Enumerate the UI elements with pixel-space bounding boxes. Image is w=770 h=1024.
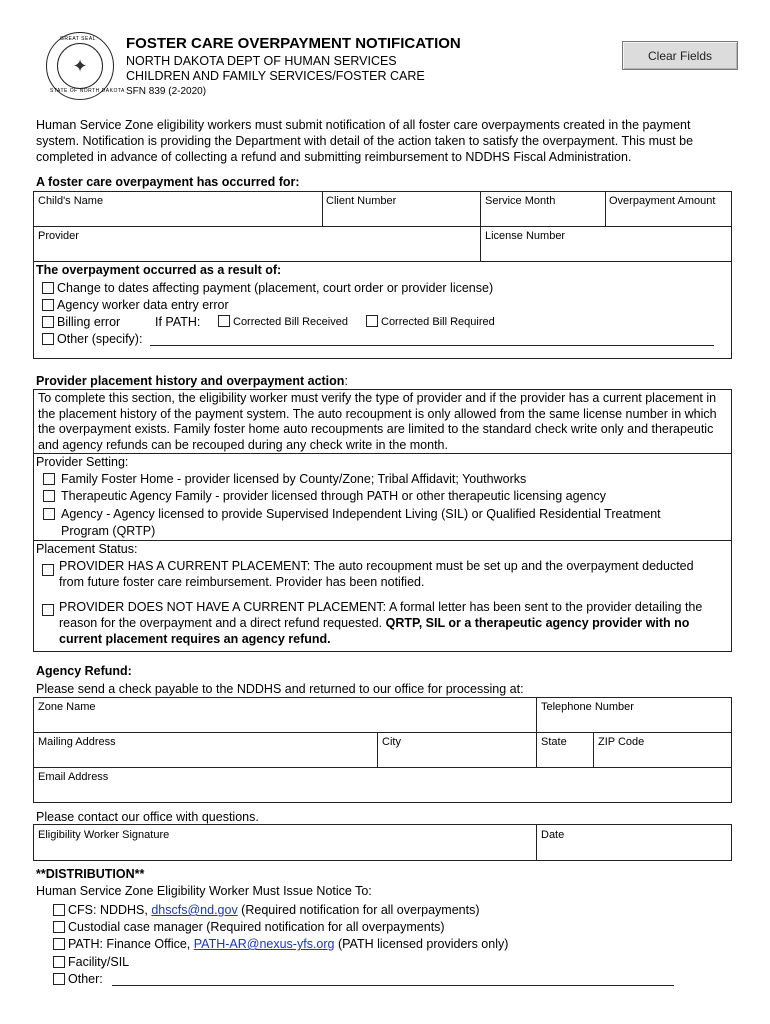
divider xyxy=(33,453,732,454)
agency-refund-requirement: QRTP, SIL or a therapeutic agency provider with no xyxy=(385,616,690,630)
reason-data-entry-label: Agency worker data entry error xyxy=(57,298,229,312)
divider xyxy=(33,767,732,768)
dist-other-checkbox[interactable] xyxy=(53,973,65,985)
reason-other-row xyxy=(42,331,142,348)
divider xyxy=(33,261,732,262)
if-path-label: If PATH: xyxy=(155,315,201,329)
bill-required-row xyxy=(366,314,495,331)
childs-name-field[interactable]: Child's Name xyxy=(38,195,104,207)
state-seal-icon: ✦ xyxy=(57,43,103,89)
bill-required-checkbox[interactable] xyxy=(366,315,378,327)
setting-therapeutic-label: Therapeutic Agency Family - provider licensed through PATH or other therapeutic licensing agency xyxy=(61,489,606,503)
agency-refund-instruction: Please send a check payable to the NDDHS and returned to our office for processing at: xyxy=(36,682,524,696)
seal-text-top: GREAT SEAL xyxy=(60,36,96,42)
setting-therapeutic-checkbox[interactable] xyxy=(43,490,55,502)
provider-setting-label: Provider Setting: xyxy=(36,455,129,469)
dist-facility-label: Facility/SIL xyxy=(68,955,130,969)
department-name: NORTH DAKOTA DEPT OF HUMAN SERVICES xyxy=(126,54,397,68)
reason-data-entry-checkbox[interactable] xyxy=(42,299,54,311)
reason-dates-row xyxy=(42,280,493,297)
path-email-link[interactable]: PATH-AR@nexus-yfs.org xyxy=(193,937,335,951)
dist-path-checkbox[interactable] xyxy=(53,938,65,950)
overpayment-for-heading: A foster care overpayment has occurred for: xyxy=(36,175,300,189)
divider xyxy=(536,824,537,861)
cfs-email-link[interactable]: dhscfs@nd.gov xyxy=(151,903,238,917)
dist-facility-row xyxy=(53,954,129,971)
bill-received-checkbox[interactable] xyxy=(218,315,230,327)
dist-other-input[interactable] xyxy=(112,985,674,986)
no-current-placement-checkbox[interactable] xyxy=(42,604,54,616)
dist-custodial-checkbox[interactable] xyxy=(53,921,65,933)
zip-field[interactable]: ZIP Code xyxy=(598,736,645,748)
divider xyxy=(322,191,323,226)
setting-ffh-checkbox[interactable] xyxy=(43,473,55,485)
intro-paragraph: Human Service Zone eligibility workers must submit notification of all foster care overpayments created in the payment system. Notification is providing the Department with detail of the action taken to satisfy the overpayment. This must be completed in advance of collecting a refund and submitting reimbursement to NDDHS Fiscal Administration. xyxy=(36,118,694,164)
date-field[interactable]: Date xyxy=(541,829,565,841)
agency-refund-heading: Agency Refund: xyxy=(36,664,132,678)
setting-agency-row xyxy=(43,506,661,523)
client-number-field[interactable]: Client Number xyxy=(326,195,397,207)
divider xyxy=(33,540,732,541)
clear-fields-button[interactable]: Clear Fields xyxy=(622,41,738,70)
divider xyxy=(33,732,732,733)
dist-path-row xyxy=(53,936,508,953)
agency-refund-requirement-line2: current placement requires an agency refund. xyxy=(59,632,331,646)
license-number-field[interactable]: License Number xyxy=(485,230,566,242)
division-name: CHILDREN AND FAMILY SERVICES/FOSTER CARE xyxy=(126,69,425,83)
telephone-field[interactable]: Telephone Number xyxy=(541,701,634,713)
dist-cfs-checkbox[interactable] xyxy=(53,904,65,916)
reason-billing-row xyxy=(42,314,120,331)
setting-ffh-label: Family Foster Home - provider licensed by County/Zone; Tribal Affidavit; Youthworks xyxy=(61,472,527,486)
city-field[interactable]: City xyxy=(382,736,401,748)
provider-field[interactable]: Provider xyxy=(38,230,79,242)
current-placement-checkbox[interactable] xyxy=(42,564,54,576)
placement-history-heading-row xyxy=(36,374,348,388)
current-placement-line2: from future foster care reimbursement. Provider has been notified. xyxy=(59,575,425,589)
setting-agency-checkbox[interactable] xyxy=(43,508,55,520)
reason-billing-checkbox[interactable] xyxy=(42,316,54,328)
divider xyxy=(593,732,594,767)
no-current-placement-line1: PROVIDER DOES NOT HAVE A CURRENT PLACEMENT: A formal letter has been sent to the provider detailing the xyxy=(59,600,703,614)
dist-other-label: Other: xyxy=(68,972,103,986)
service-month-field[interactable]: Service Month xyxy=(485,195,556,207)
form-title: FOSTER CARE OVERPAYMENT NOTIFICATION xyxy=(126,35,461,52)
signature-field[interactable]: Eligibility Worker Signature xyxy=(38,829,170,841)
dist-path-label: PATH: Finance Office, xyxy=(68,937,194,951)
current-placement-line1: PROVIDER HAS A CURRENT PLACEMENT: The auto recoupment must be set up and the overpayment deducted xyxy=(59,559,694,573)
reason-heading: The overpayment occurred as a result of: xyxy=(36,263,282,277)
reason-dates-checkbox[interactable] xyxy=(42,282,54,294)
setting-ffh-row xyxy=(43,471,526,488)
bill-received-row xyxy=(218,314,348,331)
dist-cfs-label: CFS: NDDHS, xyxy=(68,903,152,917)
divider xyxy=(536,697,537,767)
dist-custodial-row xyxy=(53,919,445,936)
reason-dates-label: Change to dates affecting payment (placement, court order or provider license) xyxy=(57,281,494,295)
dist-other-row xyxy=(53,971,103,988)
state-field[interactable]: State xyxy=(541,736,567,748)
dist-facility-checkbox[interactable] xyxy=(53,956,65,968)
setting-agency-label: Agency - Agency licensed to provide Supervised Independent Living (SIL) or Qualified Residential Treatment xyxy=(61,507,661,521)
divider xyxy=(377,732,378,767)
bill-required-label: Corrected Bill Required xyxy=(381,316,495,328)
setting-therapeutic-row xyxy=(43,488,606,505)
seal-text-bottom: STATE OF NORTH DAKOTA xyxy=(50,88,125,94)
dist-cfs-row xyxy=(53,902,479,919)
divider xyxy=(33,226,732,227)
placement-history-colon: : xyxy=(344,374,348,388)
reason-billing-label: Billing error xyxy=(57,315,121,329)
placement-history-heading: Provider placement history and overpayment action xyxy=(36,374,345,388)
dist-custodial-label: Custodial case manager (Required notification for all overpayments) xyxy=(68,920,445,934)
dist-cfs-note: (Required notification for all overpayments) xyxy=(237,903,480,917)
contact-instruction: Please contact our office with questions. xyxy=(36,810,259,824)
mailing-address-field[interactable]: Mailing Address xyxy=(38,736,116,748)
distribution-subheading: Human Service Zone Eligibility Worker Must Issue Notice To: xyxy=(36,884,372,898)
form-number: SFN 839 (2-2020) xyxy=(126,86,207,97)
zone-name-field[interactable]: Zone Name xyxy=(38,701,96,713)
email-address-field[interactable]: Email Address xyxy=(38,771,109,783)
distribution-heading: **DISTRIBUTION** xyxy=(36,867,145,881)
placement-instructions: To complete this section, the eligibility worker must verify the type of provider and if the provider has a current placement in the placement history of the payment system. The auto recoupment is only allowed from the same license number in which the overpayment exists. Family foster home auto recoupments are limited to the standard check write only and therapeutic and agency refunds can be recouped during any check write in the month. xyxy=(38,391,717,452)
bill-received-label: Corrected Bill Received xyxy=(233,316,348,328)
reason-other-checkbox[interactable] xyxy=(42,333,54,345)
divider xyxy=(605,191,606,226)
no-current-placement-line2 xyxy=(59,615,689,632)
reason-other-input[interactable] xyxy=(150,345,714,346)
reason-data-entry-row xyxy=(42,297,229,314)
setting-agency-label-line2: Program (QRTP) xyxy=(61,524,156,538)
overpayment-amount-field[interactable]: Overpayment Amount xyxy=(609,195,716,207)
placement-status-label: Placement Status: xyxy=(36,542,138,556)
reason-other-label: Other (specify): xyxy=(57,332,143,346)
dist-path-note: (PATH licensed providers only) xyxy=(334,937,509,951)
no-current-placement-text: reason for the overpayment and a direct refund requested. xyxy=(59,616,386,630)
